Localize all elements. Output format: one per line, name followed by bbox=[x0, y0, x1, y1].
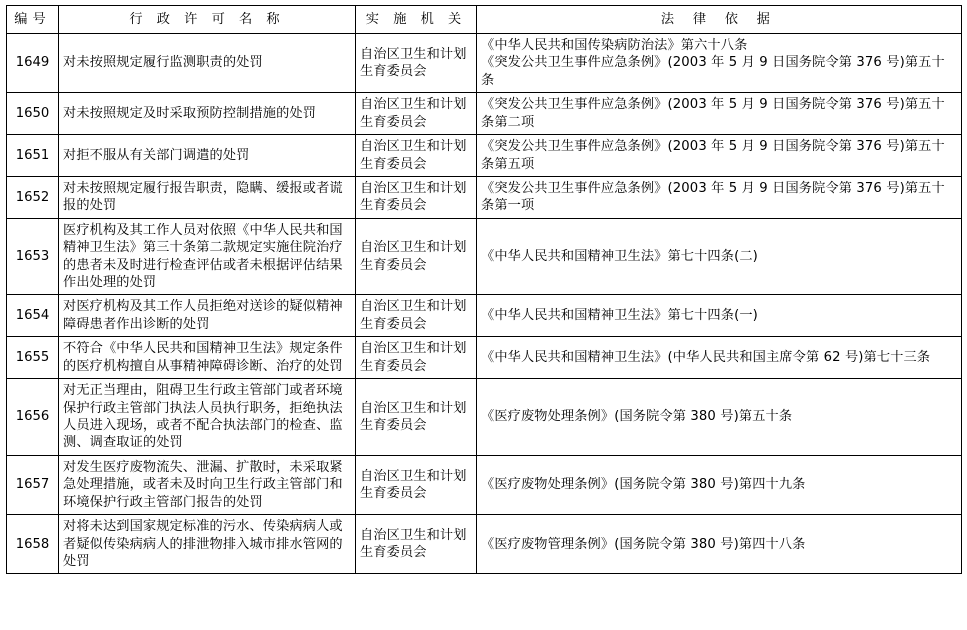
table-row bbox=[7, 135, 962, 177]
cell-number: 1654 bbox=[7, 295, 59, 337]
legal-basis-line: 《突发公共卫生事件应急条例》(2003 年 5 月 9 日国务院令第 376 号)第五十条第一项 bbox=[481, 180, 945, 214]
cell-permit-name: 不符合《中华人民共和国精神卫生法》规定条件的医疗机构擅自从事精神障碍诊断、治疗的处罚 bbox=[59, 337, 356, 379]
cell-number: 1653 bbox=[7, 218, 59, 295]
cell-legal-basis bbox=[477, 218, 962, 295]
legal-basis-line: 《医疗废物处理条例》(国务院令第 380 号)第五十条 bbox=[481, 409, 793, 425]
table-row bbox=[7, 93, 962, 135]
cell-number: 1656 bbox=[7, 379, 59, 456]
cell-permit-name: 对未按照规定及时采取预防控制措施的处罚 bbox=[59, 93, 356, 135]
cell-authority: 自治区卫生和计划生育委员会 bbox=[356, 34, 477, 93]
cell-number: 1655 bbox=[7, 337, 59, 379]
column-header-permit-name: 行 政 许 可 名 称 bbox=[59, 6, 356, 34]
cell-authority: 自治区卫生和计划生育委员会 bbox=[356, 379, 477, 456]
legal-basis-line: 《医疗废物管理条例》(国务院令第 380 号)第四十八条 bbox=[481, 536, 806, 552]
cell-legal-basis bbox=[477, 93, 962, 135]
legal-basis-line: 《突发公共卫生事件应急条例》(2003 年 5 月 9 日国务院令第 376 号)第五十条第二项 bbox=[481, 97, 945, 130]
legal-basis-line: 《突发公共卫生事件应急条例》(2003 年 5 月 9 日国务院令第 376 号)第五十条 bbox=[481, 55, 945, 88]
column-header-authority: 实 施 机 关 bbox=[356, 6, 477, 34]
cell-permit-name: 医疗机构及其工作人员对依照《中华人民共和国精神卫生法》第三十条第二款规定实施住院治疗的患者未及时进行检查评估或者未根据评估结果作出处理的处罚 bbox=[59, 218, 356, 295]
cell-permit-name: 对将未达到国家规定标准的污水、传染病病人或者疑似传染病病人的排泄物排入城市排水管网的处罚 bbox=[59, 515, 356, 574]
cell-number: 1652 bbox=[7, 176, 59, 218]
table-row bbox=[7, 337, 962, 379]
cell-permit-name: 对未按照规定履行报告职责，隐瞒、缓报或者谎报的处罚 bbox=[59, 176, 356, 218]
table-row bbox=[7, 218, 962, 295]
cell-permit-name: 对发生医疗废物流失、泄漏、扩散时，未采取紧急处理措施，或者未及时向卫生行政主管部门和环境保护行政主管部门报告的处罚 bbox=[59, 455, 356, 514]
table-row bbox=[7, 455, 962, 514]
cell-number: 1650 bbox=[7, 93, 59, 135]
table-row bbox=[7, 379, 962, 456]
cell-number: 1651 bbox=[7, 135, 59, 177]
cell-number: 1649 bbox=[7, 34, 59, 93]
column-header-legal-basis: 法 律 依 据 bbox=[477, 6, 962, 34]
cell-number: 1658 bbox=[7, 515, 59, 574]
cell-number: 1657 bbox=[7, 455, 59, 514]
cell-authority: 自治区卫生和计划生育委员会 bbox=[356, 218, 477, 295]
cell-legal-basis bbox=[477, 379, 962, 456]
administrative-permit-table bbox=[6, 5, 962, 574]
cell-legal-basis bbox=[477, 135, 962, 177]
column-header-number: 编号 bbox=[7, 6, 59, 34]
legal-basis-line: 《突发公共卫生事件应急条例》(2003 年 5 月 9 日国务院令第 376 号)第五十条第五项 bbox=[481, 139, 945, 172]
cell-permit-name: 对未按照规定履行监测职责的处罚 bbox=[59, 34, 356, 93]
table-row bbox=[7, 295, 962, 337]
cell-legal-basis bbox=[477, 337, 962, 379]
cell-authority: 自治区卫生和计划生育委员会 bbox=[356, 295, 477, 337]
table-row bbox=[7, 176, 962, 218]
legal-basis-line: 《中华人民共和国精神卫生法》(中华人民共和国主席令第 62 号)第七十三条 bbox=[481, 350, 931, 366]
legal-basis-line: 《医疗废物处理条例》(国务院令第 380 号)第四十九条 bbox=[481, 477, 806, 493]
cell-permit-name: 对医疗机构及其工作人员拒绝对送诊的疑似精神障碍患者作出诊断的处罚 bbox=[59, 295, 356, 337]
cell-permit-name: 对无正当理由，阻碍卫生行政主管部门或者环境保护行政主管部门执法人员执行职务，拒绝执法人员进入现场，或者不配合执法部门的检查、监测、调查取证的处罚 bbox=[59, 379, 356, 456]
cell-authority: 自治区卫生和计划生育委员会 bbox=[356, 455, 477, 514]
legal-basis-line: 《中华人民共和国精神卫生法》第七十四条(二) bbox=[481, 248, 758, 264]
table-header-row bbox=[7, 6, 962, 34]
table-row bbox=[7, 34, 962, 93]
cell-legal-basis bbox=[477, 176, 962, 218]
cell-authority: 自治区卫生和计划生育委员会 bbox=[356, 135, 477, 177]
table-header bbox=[7, 6, 962, 34]
cell-legal-basis bbox=[477, 295, 962, 337]
cell-authority: 自治区卫生和计划生育委员会 bbox=[356, 515, 477, 574]
cell-authority: 自治区卫生和计划生育委员会 bbox=[356, 93, 477, 135]
legal-basis-line: 《中华人民共和国传染病防治法》第六十八条 bbox=[481, 38, 748, 53]
table-body bbox=[7, 34, 962, 574]
cell-permit-name: 对拒不服从有关部门调遣的处罚 bbox=[59, 135, 356, 177]
cell-authority: 自治区卫生和计划生育委员会 bbox=[356, 337, 477, 379]
cell-legal-basis bbox=[477, 455, 962, 514]
cell-legal-basis bbox=[477, 34, 962, 93]
cell-authority: 自治区卫生和计划生育委员会 bbox=[356, 176, 477, 218]
cell-legal-basis bbox=[477, 515, 962, 574]
legal-basis-line: 《中华人民共和国精神卫生法》第七十四条(一) bbox=[481, 308, 758, 324]
table-row bbox=[7, 515, 962, 574]
